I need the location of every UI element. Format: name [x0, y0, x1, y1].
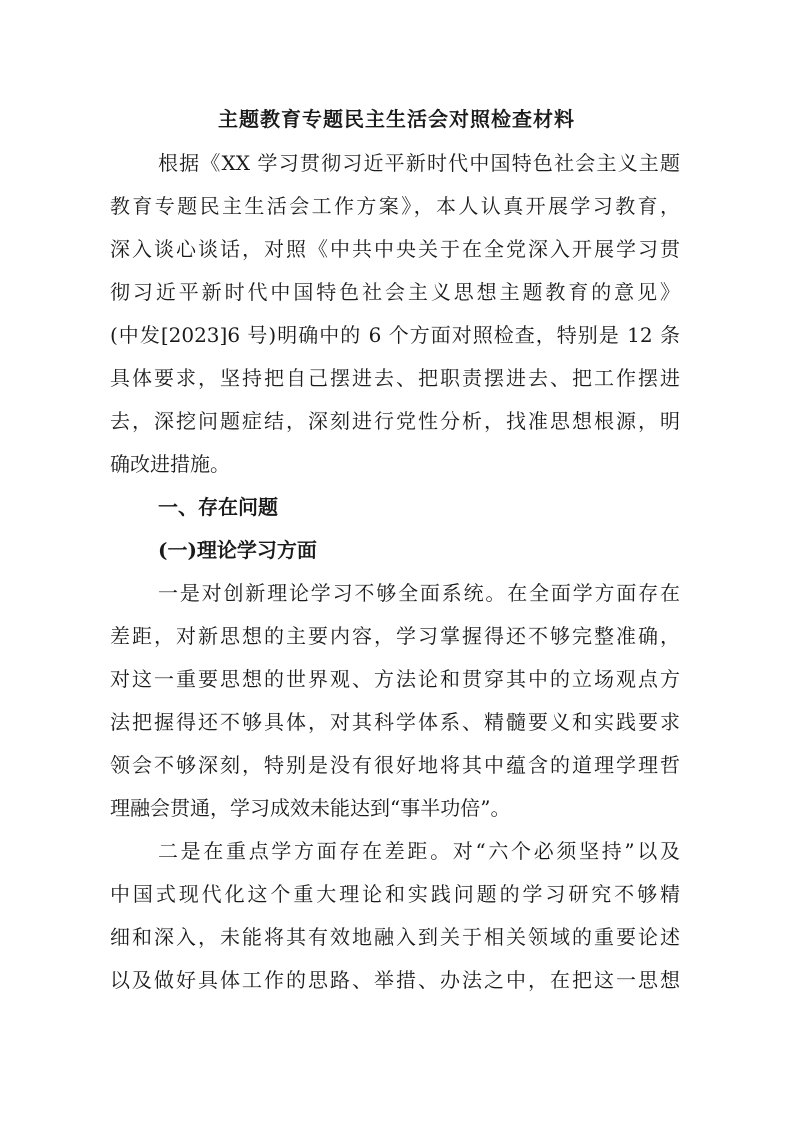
para2-line-2: 中国式现代化这个重大理论和实践问题的学习研究不够精 — [110, 882, 680, 906]
para1-line-5: 领会不够深刻，特别是没有很好地将其中蕴含的道理学理哲 — [110, 753, 680, 777]
para2-line-1: 二是在重点学方面存在差距。对“六个必须坚持”以及 — [158, 839, 680, 863]
document-title: 主题教育专题民主生活会对照检查材料 — [218, 107, 575, 131]
para2-line-3: 细和深入，未能将其有效地融入到关于相关领域的重要论述 — [110, 925, 680, 949]
intro-line-6: 具体要求，坚持把自己摆进去、把职责摆进去、把工作摆进 — [110, 366, 680, 390]
para1-line-1: 一是对创新理论学习不够全面系统。在全面学方面存在 — [158, 581, 680, 605]
para1-line-6: 理融会贯通，学习成效未能达到“事半功倍”。 — [110, 796, 511, 820]
intro-line-7: 去，深挖问题症结，深刻进行党性分析，找准思想根源，明 — [110, 409, 680, 433]
para2-line-4: 以及做好具体工作的思路、举措、办法之中，在把这一思想 — [110, 968, 680, 992]
para1-line-4: 法把握得还不够具体，对其科学体系、精髓要义和实践要求 — [110, 710, 680, 734]
intro-line-2: 教育专题民主生活会工作方案》，本人认真开展学习教育， — [110, 194, 680, 218]
intro-line-8: 确改进措施。 — [110, 452, 230, 476]
intro-line-5: (中发[2023]6 号)明确中的 6 个方面对照检查，特别是 12 条 — [110, 323, 680, 347]
intro-line-4: 彻习近平新时代中国特色社会主义思想主题教育的意见》 — [110, 280, 680, 304]
intro-line-3: 深入谈心谈话，对照《中共中央关于在全党深入开展学习贯 — [110, 237, 680, 261]
section-heading: 一、存在问题 — [158, 495, 278, 519]
intro-line-1: 根据《XX 学习贯彻习近平新时代中国特色社会主义主题 — [158, 151, 680, 175]
subsection-heading: (一)理论学习方面 — [158, 538, 317, 562]
para1-line-2: 差距，对新思想的主要内容，学习掌握得还不够完整准确， — [110, 624, 680, 648]
para1-line-3: 对这一重要思想的世界观、方法论和贯穿其中的立场观点方 — [110, 667, 680, 691]
